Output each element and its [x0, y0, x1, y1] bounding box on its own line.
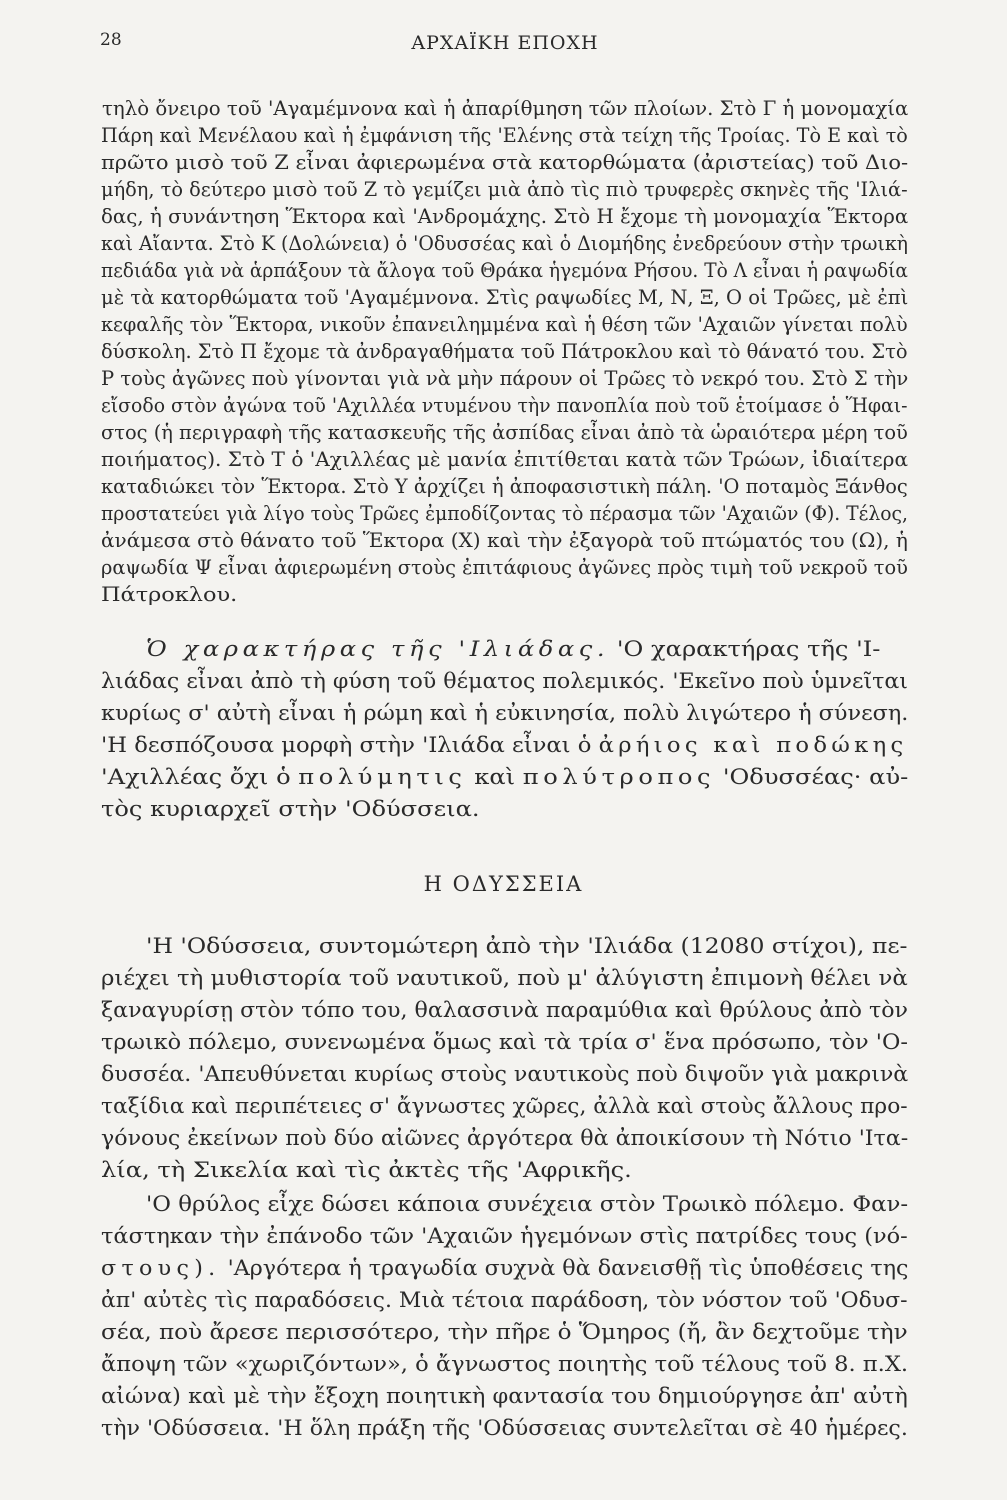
text-line: ριέχει τὴ μυθιστορία τοῦ ναυτικοῦ, ποὺ μ' ἀλύγιστη ἐπιμονὴ θέλει νὰ: [101, 966, 908, 990]
text-line: στος (ἡ περιγραφὴ τῆς κατασκευῆς τῆς ἀσπίδας εἶναι ἀπὸ τὰ ὡραιότερα μέρη τοῦ: [101, 421, 908, 444]
text-line: δας, ἡ συνάντηση Ἕκτορα καὶ 'Ανδρομάχης. Στὸ Η ἔχομε τὴ μονομαχία Ἕκτορα: [101, 205, 909, 228]
text-line: τρωικὸ πόλεμο, συνενωμένα ὅμως καὶ τὰ τρία σ' ἕνα πρόσωπο, τὸν 'Ο-: [101, 1030, 908, 1054]
text-line: σέα, ποὺ ἄρεσε περισσότερο, τὴν πῆρε ὁ Ὅμηρος (ἤ, ἂν δεχτοῦμε τὴν: [101, 1320, 908, 1344]
text-line: ἀπ' αὐτὲς τὶς παραδόσεις. Μιὰ τέτοια παράδοση, τὸν νόστον τοῦ 'Οδυσ-: [101, 1288, 908, 1312]
page-header: [100, 30, 910, 64]
text-line: κεφαλῆς τὸν Ἕκτορα, νικοῦν ἐπανειλημμένα καὶ ἡ θέση τῶν 'Αχαιῶν γίνεται πολὺ: [101, 313, 908, 336]
text-line: Ρ τοὺς ἀγῶνες ποὺ γίνονται γιὰ νὰ μὴν πάρουν οἱ Τρῶες τὸ νεκρό του. Στὸ Σ τὴν: [101, 367, 909, 390]
spaced-emphasis: ἀρήιος καὶ ποδώκης: [598, 733, 908, 757]
text-line: πεδιάδα γιὰ νὰ ἁρπάξουν τὰ ἄλογα τοῦ Θράκα ἡγεμόνα Ρήσου. Τὸ Λ εἶναι ἡ ραψωδία: [101, 259, 908, 282]
text-line: Πάρη καὶ Μενέλαου καὶ ἡ ἐμφάνιση τῆς 'Ελένης στὰ τείχη τῆς Τροίας. Τὸ Ε καὶ τὸ: [101, 124, 908, 147]
text-line: τὸς κυριαρχεῖ στὴν 'Οδύσσεια.: [101, 797, 480, 821]
text-line: [101, 729, 908, 761]
text-line: ποιήματος). Στὸ Τ ὁ 'Αχιλλέας μὲ μανία ἐπιτίθεται κατὰ τῶν Τρώων, ἰδιαίτερα: [101, 448, 909, 471]
text-line: ξαναγυρίσῃ στὸν τόπο του, θαλασσινὰ παραμύθια καὶ θρύλους ἀπὸ τὸν: [101, 998, 908, 1022]
text-span: 'Αργότερα ἡ τραγωδία συχνὰ θὰ δανεισθῇ τὶς ὑποθέσεις της: [227, 1256, 909, 1280]
text-line: [101, 761, 908, 793]
text-line: δύσκολη. Στὸ Π ἔχομε τὰ ἀνδραγαθήματα τοῦ Πάτροκλου καὶ τὸ θάνατό του. Στὸ: [101, 340, 908, 363]
text-line: τηλὸ ὄνειρο τοῦ 'Αγαμέμνονα καὶ ἡ ἀπαρίθμηση τῶν πλοίων. Στὸ Γ ἡ μονομαχία: [102, 97, 909, 120]
subsection-title: Ὁ χαρακτήρας τῆς 'Ιλιάδας.: [146, 637, 610, 661]
text-span: καὶ: [474, 765, 516, 789]
spaced-emphasis: πολύμητις: [298, 765, 467, 789]
text-line: μὲ τὰ κατορθώματα τοῦ 'Αγαμέμνονα. Στὶς ραψωδίες Μ, Ν, Ξ, Ο οἱ Τρῶες, μὲ ἐπὶ: [101, 286, 909, 309]
text-span: 'Αχιλλέας ὄχι ὁ: [101, 765, 291, 789]
running-head: ΑΡΧΑΪΚΗ ΕΠΟΧΗ: [411, 32, 599, 54]
text-line: [146, 633, 880, 665]
text-line: ἀνάμεσα στὸ θάνατο τοῦ Ἕκτορα (Χ) καὶ τὴν ἐξαγορὰ τοῦ πτώματός του (Ω), ἡ: [101, 529, 908, 552]
text-line: λία, τὴ Σικελία καὶ τὶς ἀκτὲς τῆς 'Αφρικῆς.: [101, 1158, 632, 1182]
text-line: προστατεύει γιὰ λίγο τοὺς Τρῶες ἐμποδίζοντας τὸ πέρασμα τῶν 'Αχαιῶν (Φ). Τέλος,: [101, 502, 908, 525]
page-number: 28: [100, 30, 122, 50]
text-line: Πάτροκλου.: [101, 583, 238, 606]
text-line: γόνους ἐκείνων ποὺ δύο αἰῶνες ἀργότερα θὰ ἀποικίσουν τὴ Νότιο 'Ιτα-: [101, 1126, 909, 1150]
text-span: 'Ο χαρακτήρας τῆς 'Ι-: [616, 637, 881, 661]
text-line: τὴν 'Οδύσσεια. 'Η ὅλη πράξη τῆς 'Οδύσσειας συντελεῖται σὲ 40 ἡμέρες.: [101, 1416, 908, 1440]
text-line: λιάδας εἶναι ἀπὸ τὴ φύση τοῦ θέματος πολεμικός. 'Εκεῖνο ποὺ ὑμνεῖται: [101, 669, 908, 693]
text-span: 'Η δεσπόζουσα μορφὴ στὴν 'Ιλιάδα εἶναι ὁ: [101, 733, 592, 757]
text-line: κυρίως σ' αὐτὴ εἶναι ἡ ρώμη καὶ ἡ εὐκινησία, πολὺ λιγώτερο ἡ σύνεση.: [101, 701, 909, 725]
text-line: ταξίδια καὶ περιπέτειες σ' ἄγνωστες χῶρες, ἀλλὰ καὶ στοὺς ἄλλους προ-: [101, 1094, 908, 1118]
spaced-emphasis: πολύτροπος: [522, 765, 716, 789]
section-title: Η ΟΔΥΣΣΕΙΑ: [423, 872, 584, 896]
text-line: εἴσοδο στὸν ἀγώνα τοῦ 'Αχιλλέα ντυμένου τὴν πανοπλία ποὺ τοῦ ἑτοίμασε ὁ Ἥφαι-: [101, 394, 908, 417]
text-span: 'Οδυσσέας· αὐ-: [722, 765, 909, 789]
text-line: μήδη, τὸ δεύτερο μισὸ τοῦ Ζ τὸ γεμίζει μιὰ ἀπὸ τὶς πιὸ τρυφερὲς σκηνὲς τῆς 'Ιλιά-: [101, 178, 908, 201]
text-line: 'Η 'Οδύσσεια, συντομώτερη ἀπὸ τὴν 'Ιλιάδα (12080 στίχοι), πε-: [146, 934, 908, 958]
spaced-emphasis: στους).: [101, 1256, 221, 1280]
text-line: δυσσέα. 'Απευθύνεται κυρίως στοὺς ναυτικοὺς ποὺ διψοῦν γιὰ μακρινὰ: [101, 1062, 909, 1086]
text-line: [101, 1252, 908, 1284]
text-line: 'Ο θρύλος εἶχε δώσει κάποια συνέχεια στὸν Τρωικὸ πόλεμο. Φαν-: [146, 1192, 909, 1216]
text-line: τάστηκαν τὴν ἐπάνοδο τῶν 'Αχαιῶν ἡγεμόνων στὶς πατρίδες τους (νό-: [101, 1224, 908, 1248]
text-line: πρῶτο μισὸ τοῦ Ζ εἶναι ἀφιερωμένα στὰ κατορθώματα (ἀριστείας) τοῦ Διο-: [101, 151, 909, 174]
text-line: καταδιώκει τὸν Ἕκτορα. Στὸ Υ ἀρχίζει ἡ ἀποφασιστικὴ πάλη. 'Ο ποταμὸς Ξάνθος: [101, 475, 908, 498]
text-line: ἄποψη τῶν «χωριζόντων», ὁ ἄγνωστος ποιητὴς τοῦ τέλους τοῦ 8. π.Χ.: [101, 1352, 909, 1376]
text-line: καὶ Αἴαντα. Στὸ Κ (Δολώνεια) ὁ 'Οδυσσέας καὶ ὁ Διομήδης ἐνεδρεύουν στὴν τρωικὴ: [101, 232, 908, 255]
text-line: ραψωδία Ψ εἶναι ἀφιερωμένη στοὺς ἐπιτάφιους ἀγῶνες πρὸς τιμὴ τοῦ νεκροῦ τοῦ: [101, 556, 908, 579]
text-line: αἰώνα) καὶ μὲ τὴν ἔξοχη ποιητικὴ φαντασία του δημιούργησε ἀπ' αὐτὴ: [101, 1384, 908, 1408]
